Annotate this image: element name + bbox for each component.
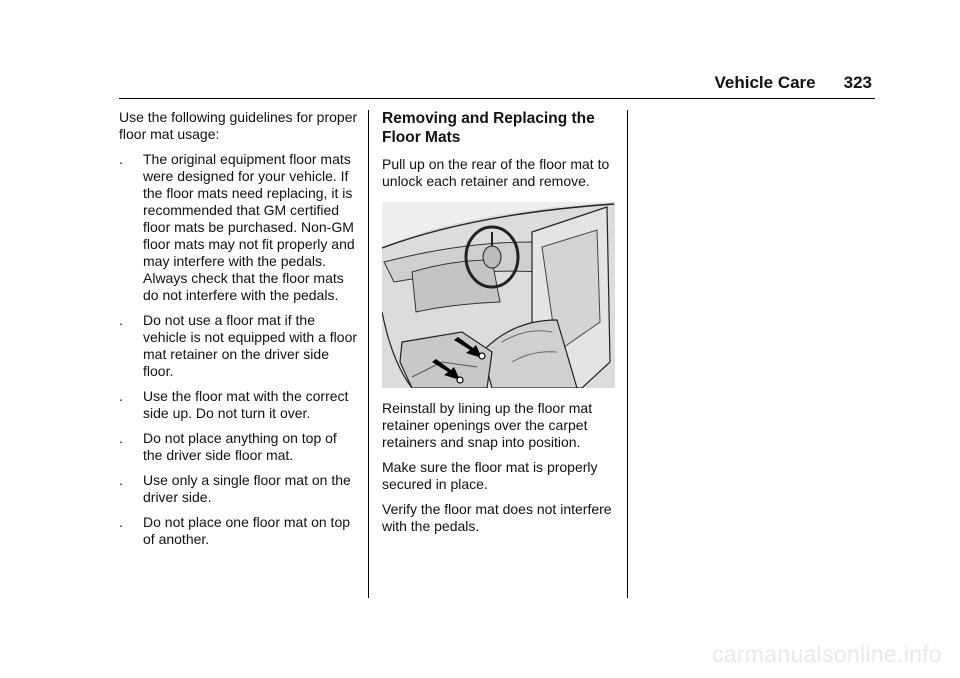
list-item (119, 514, 359, 548)
list-item (119, 388, 359, 422)
bullet-dot: . (119, 388, 123, 404)
bullet-dot: . (119, 312, 123, 328)
section-heading: Removing and Replacing the Floor Mats (382, 110, 595, 146)
list-item (119, 472, 359, 506)
header-rule (119, 98, 875, 99)
page-header (715, 73, 873, 93)
list-item-text: Do not place one floor mat on top of another. (143, 514, 351, 547)
verify-paragraph: Verify the floor mat does not interfere with the pedals. (382, 501, 612, 534)
intro-paragraph: Use the following guidelines for proper floor mat usage: (119, 109, 358, 142)
list-item-text: Do not place anything on top of the driver side floor mat. (143, 430, 337, 463)
bullet-dot: . (119, 472, 123, 488)
guidelines-list (119, 151, 359, 548)
list-item-text: Use the floor mat with the correct side up. Do not turn it over. (143, 388, 349, 421)
list-item-text: Use only a single floor mat on the driver side. (143, 472, 351, 505)
secure-paragraph: Make sure the floor mat is properly secured in place. (382, 459, 598, 492)
bullet-dot: . (119, 514, 123, 530)
middle-column (382, 109, 616, 543)
bullet-dot: . (119, 430, 123, 446)
remove-paragraph: Pull up on the rear of the floor mat to unlock each retainer and remove. (382, 156, 610, 189)
floor-mat-illustration (382, 202, 615, 388)
bullet-dot: . (119, 151, 123, 167)
list-item-text: The original equipment floor mats were designed for your vehicle. If the floor mats need replacing, it is recommended that GM certified floor mats be purchased. Non-GM floor mats may not fit properly and may interfere with the pedals. Always check that the floor mats do not interfere with the pedals. (143, 151, 355, 303)
car-interior-drawing (382, 202, 615, 388)
list-item (119, 430, 359, 464)
column-divider (627, 110, 628, 598)
column-divider (368, 110, 369, 598)
left-column (119, 109, 359, 556)
reinstall-paragraph: Reinstall by lining up the floor mat retainer openings over the carpet retainers and snap into position. (382, 400, 593, 450)
watermark: carmanualsonline.info (711, 641, 942, 667)
list-item (119, 312, 359, 380)
list-item-text: Do not use a floor mat if the vehicle is not equipped with a floor mat retainer on the driver side floor. (143, 312, 358, 379)
page-number: 323 (843, 73, 872, 92)
section-title: Vehicle Care (714, 73, 816, 92)
list-item (119, 151, 359, 304)
